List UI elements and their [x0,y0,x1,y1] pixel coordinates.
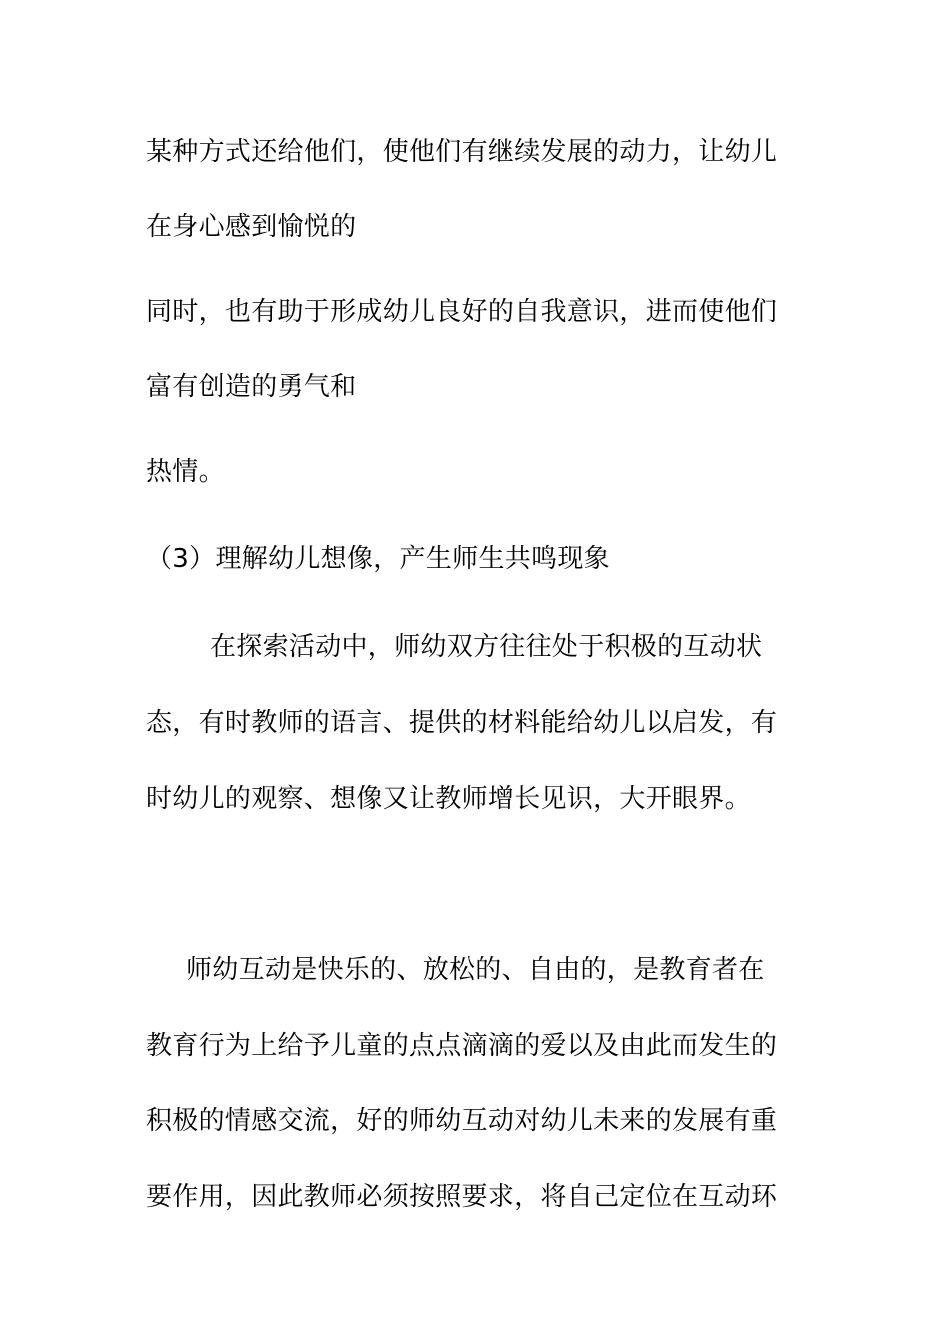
paragraph-line-12: 要作用，因此教师必须按照要求，将自己定位在互动环 [146,1182,778,1212]
paragraph-line-11: 积极的情感交流，好的师幼互动对幼儿未来的发展有重 [146,1106,778,1136]
paragraph-line-6: 在探索活动中，师幼双方往往处于积极的互动状 [210,632,763,662]
paragraph-line-2: 在身心感到愉悦的 [146,212,357,242]
paragraph-line-3: 同时，也有助于形成幼儿良好的自我意识，进而使他们 [146,297,778,327]
paragraph-line-1: 某种方式还给他们，使他们有继续发展的动力，让幼儿 [146,137,778,167]
paragraph-line-9: 师幼互动是快乐的、放松的、自由的，是教育者在 [186,955,765,985]
paragraph-line-10: 教育行为上给予儿童的点点滴滴的爱以及由此而发生的 [146,1031,778,1061]
paragraph-line-8: 时幼儿的观察、想像又让教师增长见识，大开眼界。 [146,784,751,814]
paragraph-line-4: 富有创造的勇气和 [146,372,357,402]
paragraph-line-5: 热情。 [146,457,225,487]
section-heading: （3）理解幼儿想像，产生师生共鸣现象 [146,544,610,574]
paragraph-line-7: 态，有时教师的语言、提供的材料能给幼儿以启发，有 [146,708,778,738]
